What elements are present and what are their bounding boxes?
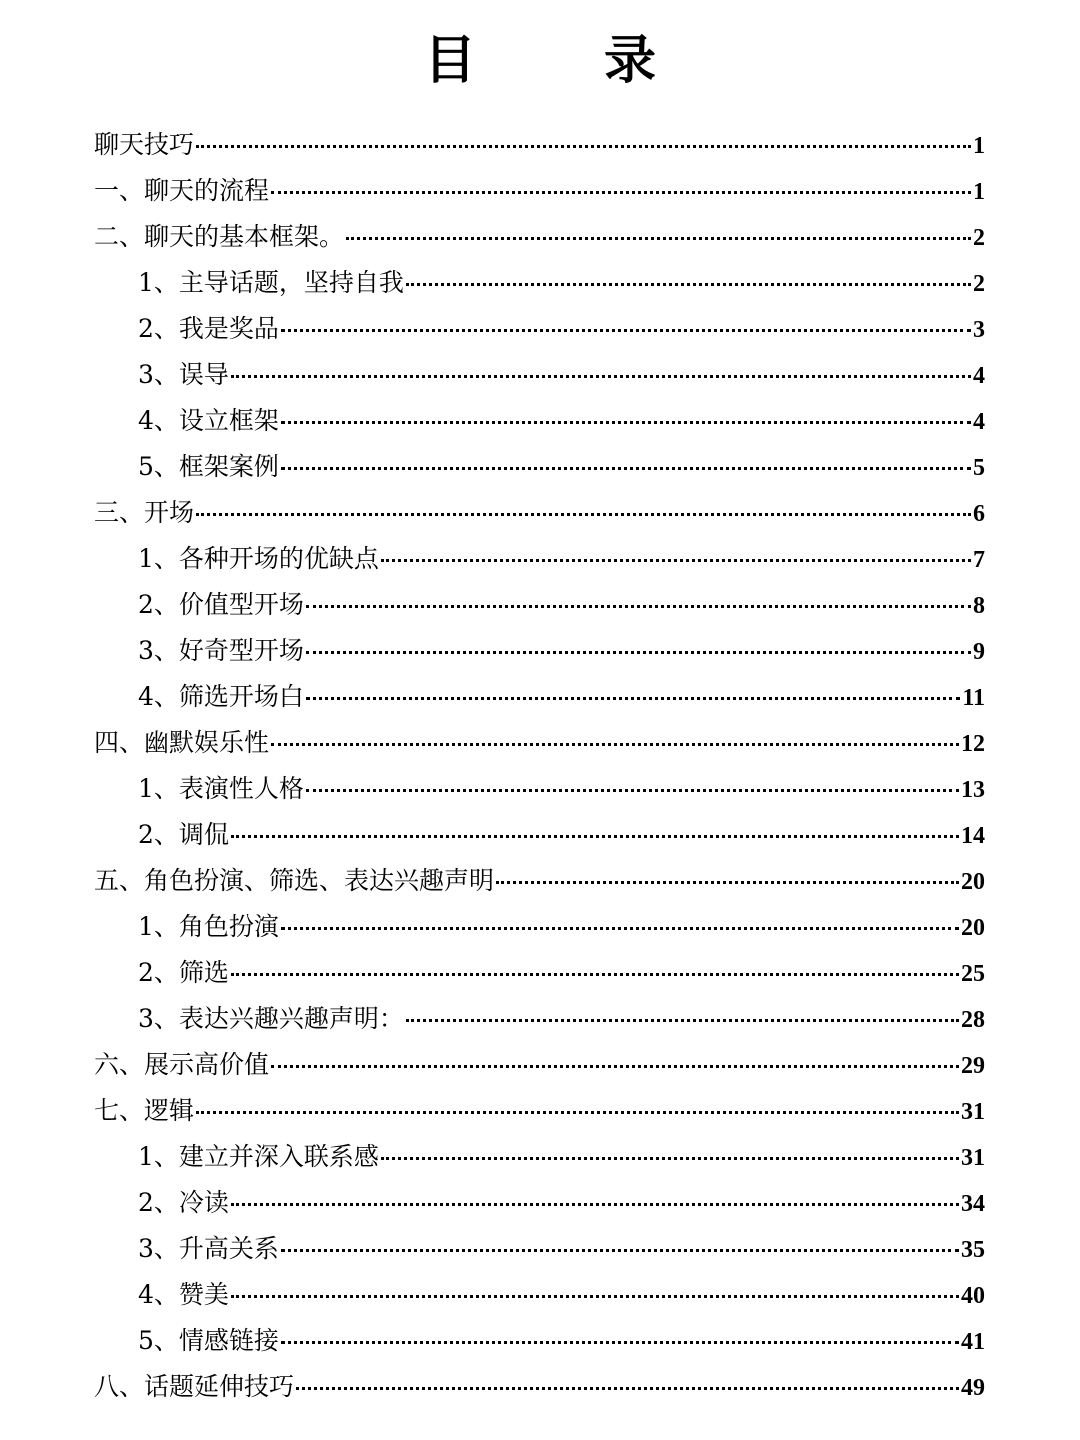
- toc-entry-page-number: 12: [961, 731, 985, 757]
- toc-entry: [0, 1042, 1080, 1088]
- dot-leader: [406, 1019, 959, 1022]
- dot-leader: [271, 191, 971, 194]
- toc-entry-page-number: 11: [962, 685, 985, 711]
- toc-entry: [0, 996, 1080, 1042]
- toc-entry-label: 5、框架案例: [138, 452, 279, 481]
- toc-entry: [0, 352, 1080, 398]
- toc-entry-label: 2、价值型开场: [138, 590, 304, 619]
- toc-entry: [0, 628, 1080, 674]
- toc-entry: [0, 950, 1080, 996]
- dot-leader: [231, 1295, 959, 1298]
- toc-title: 目 录: [423, 30, 694, 91]
- toc-entry-label: 3、表达兴趣兴趣声明：: [138, 1004, 404, 1033]
- toc-entry-label: 3、好奇型开场: [138, 636, 304, 665]
- toc-entry: [0, 720, 1080, 766]
- toc-entry-page-number: 4: [973, 363, 985, 389]
- toc-entry-label: 5、情感链接: [138, 1326, 279, 1355]
- dot-leader: [231, 835, 959, 838]
- toc-entry-label: 4、筛选开场白: [138, 682, 304, 711]
- dot-leader: [231, 1203, 959, 1206]
- toc-entry: [0, 1318, 1080, 1364]
- toc-entry: [0, 398, 1080, 444]
- toc-entry: [0, 306, 1080, 352]
- dot-leader: [281, 421, 971, 424]
- toc-entry-label: 3、误导: [138, 360, 229, 389]
- dot-leader: [231, 973, 959, 976]
- toc-entry: [0, 582, 1080, 628]
- toc-entry: [0, 1226, 1080, 1272]
- toc-entry-page-number: 7: [973, 547, 985, 573]
- toc-entry-label: 2、我是奖品: [138, 314, 279, 343]
- toc-entry: [0, 1180, 1080, 1226]
- dot-leader: [196, 1111, 959, 1114]
- toc-entry: [0, 122, 1080, 168]
- table-of-contents: [0, 122, 1080, 1410]
- dot-leader: [381, 559, 971, 562]
- dot-leader: [406, 283, 971, 286]
- toc-entry: [0, 766, 1080, 812]
- dot-leader: [231, 375, 971, 378]
- toc-entry-page-number: 14: [961, 823, 985, 849]
- toc-entry-page-number: 49: [961, 1375, 985, 1401]
- toc-entry-label: 四、幽默娱乐性: [94, 728, 270, 757]
- dot-leader: [281, 329, 971, 332]
- dot-leader: [306, 605, 971, 608]
- toc-entry-page-number: 41: [961, 1329, 985, 1355]
- toc-entry-page-number: 9: [973, 639, 985, 665]
- toc-entry: [0, 214, 1080, 260]
- dot-leader: [496, 881, 959, 884]
- toc-entry-label: 1、各种开场的优缺点: [138, 544, 379, 573]
- dot-leader: [296, 1387, 959, 1390]
- toc-entry-page-number: 2: [973, 225, 985, 251]
- toc-entry-label: 1、主导话题，坚持自我: [138, 268, 404, 297]
- toc-entry-label: 聊天技巧: [94, 130, 195, 159]
- toc-entry-label: 4、设立框架: [138, 406, 279, 435]
- toc-entry: [0, 674, 1080, 720]
- toc-entry-page-number: 28: [961, 1007, 985, 1033]
- toc-entry-label: 4、赞美: [138, 1280, 229, 1309]
- toc-entry: [0, 536, 1080, 582]
- toc-entry-label: 2、筛选: [138, 958, 229, 987]
- toc-entry-label: 1、角色扮演: [138, 912, 279, 941]
- toc-entry: [0, 858, 1080, 904]
- dot-leader: [281, 1249, 959, 1252]
- toc-entry-label: 三、开场: [94, 498, 195, 527]
- toc-entry-page-number: 13: [961, 777, 985, 803]
- toc-entry: [0, 1088, 1080, 1134]
- toc-entry: [0, 1272, 1080, 1318]
- dot-leader: [306, 789, 959, 792]
- toc-entry-label: 八、话题延伸技巧: [94, 1372, 295, 1401]
- toc-entry-page-number: 25: [961, 961, 985, 987]
- dot-leader: [271, 1065, 959, 1068]
- toc-entry-page-number: 40: [961, 1283, 985, 1309]
- dot-leader: [196, 145, 971, 148]
- toc-entry-page-number: 29: [961, 1053, 985, 1079]
- dot-leader: [346, 237, 971, 240]
- toc-entry-label: 二、聊天的基本框架。: [94, 222, 345, 251]
- toc-entry-page-number: 1: [973, 179, 985, 205]
- toc-entry-page-number: 5: [973, 455, 985, 481]
- toc-entry-page-number: 8: [973, 593, 985, 619]
- toc-entry-label: 2、冷读: [138, 1188, 229, 1217]
- toc-entry-label: 六、展示高价值: [94, 1050, 270, 1079]
- toc-entry: [0, 168, 1080, 214]
- toc-entry: [0, 260, 1080, 306]
- dot-leader: [271, 743, 959, 746]
- toc-entry: [0, 904, 1080, 950]
- toc-entry: [0, 1364, 1080, 1410]
- dot-leader: [281, 927, 959, 930]
- toc-entry-page-number: 31: [961, 1099, 985, 1125]
- toc-entry-page-number: 6: [973, 501, 985, 527]
- toc-entry-label: 3、升高关系: [138, 1234, 279, 1263]
- toc-entry-label: 七、逻辑: [94, 1096, 195, 1125]
- toc-entry-page-number: 4: [973, 409, 985, 435]
- dot-leader: [306, 697, 960, 700]
- toc-entry-page-number: 20: [961, 869, 985, 895]
- dot-leader: [306, 651, 971, 654]
- toc-entry-page-number: 35: [961, 1237, 985, 1263]
- toc-entry-label: 五、角色扮演、筛选、表达兴趣声明: [94, 866, 495, 895]
- toc-entry-page-number: 3: [973, 317, 985, 343]
- dot-leader: [281, 1341, 959, 1344]
- toc-entry: [0, 1134, 1080, 1180]
- toc-entry: [0, 490, 1080, 536]
- toc-entry: [0, 812, 1080, 858]
- toc-entry-page-number: 31: [961, 1145, 985, 1171]
- toc-entry-label: 1、表演性人格: [138, 774, 304, 803]
- toc-entry-label: 一、聊天的流程: [94, 176, 270, 205]
- toc-entry-label: 1、建立并深入联系感: [138, 1142, 379, 1171]
- toc-entry-page-number: 20: [961, 915, 985, 941]
- toc-entry-page-number: 2: [973, 271, 985, 297]
- dot-leader: [196, 513, 971, 516]
- toc-entry: [0, 444, 1080, 490]
- dot-leader: [281, 467, 971, 470]
- toc-entry-label: 2、调侃: [138, 820, 229, 849]
- dot-leader: [381, 1157, 959, 1160]
- toc-entry-page-number: 1: [973, 133, 985, 159]
- toc-entry-page-number: 34: [961, 1191, 985, 1217]
